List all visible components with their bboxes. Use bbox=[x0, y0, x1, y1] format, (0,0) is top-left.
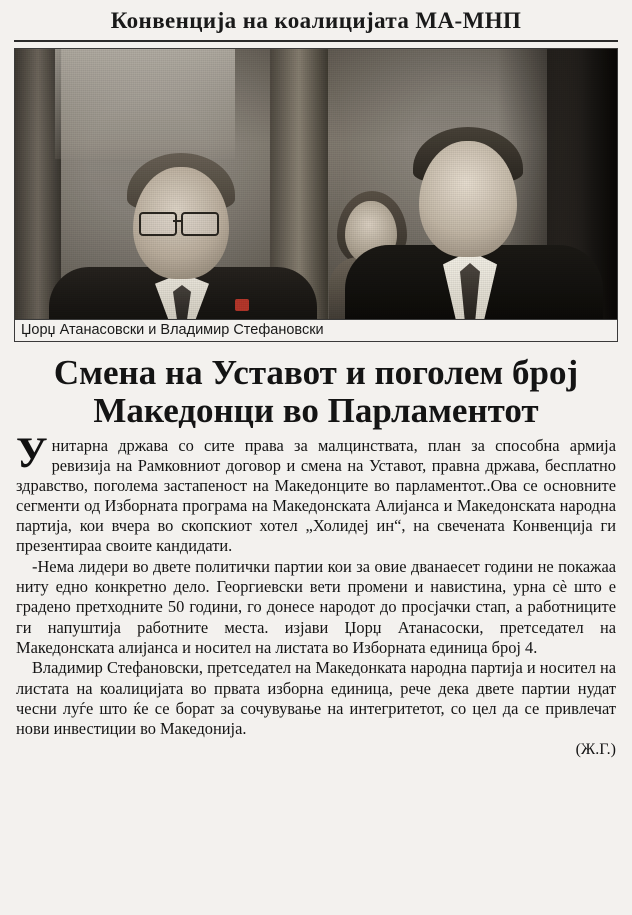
article-headline bbox=[18, 354, 614, 430]
top-divider bbox=[14, 40, 618, 42]
author-signature: (Ж.Г.) bbox=[575, 740, 616, 758]
paragraph-2: -Нема лидери во двете политички партии кои за овие дванаесет години не покажаа ниту едно конкретно дело. Георгиевски вети промени и навистина, урна сè што е градено претходните 50 години, го донесе народот до просјачки стап, а работниците ги напуштија работните места. изјави Џорџ Атанасоски, претседател на Македонската алијанса и носител на листата во Изборната единица број 4. bbox=[16, 557, 616, 657]
photo-background bbox=[15, 49, 617, 319]
photo-grain-texture bbox=[15, 49, 617, 319]
paragraph-3: Владимир Стефановски, претседател на Македонката народна партија и носител на листата на коалицијата во првата изборна единица, рече дека двете партии нудат чесни луѓе што ќе се борат за сочувување на интегритетот, со цел да се привлечат нови инвестиции во Македонија. bbox=[16, 658, 616, 738]
drop-cap: У bbox=[16, 429, 48, 477]
paragraph-1 bbox=[16, 429, 616, 557]
headline-line-2: Македонци во Парламентот bbox=[93, 390, 539, 430]
kicker-headline: Конвенција на коалицијата МА-МНП bbox=[110, 8, 522, 33]
paragraph-1-text: нитарна држава со сите права за малцинствата, план за способна армија ревизија на Рамковниот договор и смена на Уставот, правна држава, бесплатно здравство, поголема застапеност на Македонците во парламентот..Ова се основните сегменти од Изборната програма на Македонската Алијанса и Македонската народна партија, кои вчера во скопскиот хотел „Холидеј ин“, на свечената Конвенција ги презентираа своите кандидати. bbox=[16, 435, 616, 556]
article-photo bbox=[14, 48, 618, 320]
photo-caption: Џорџ Атанасовски и Владимир Стефановски bbox=[14, 320, 618, 342]
article-body bbox=[16, 429, 616, 760]
headline-line-1: Смена на Уставот и поголем број bbox=[53, 353, 579, 392]
